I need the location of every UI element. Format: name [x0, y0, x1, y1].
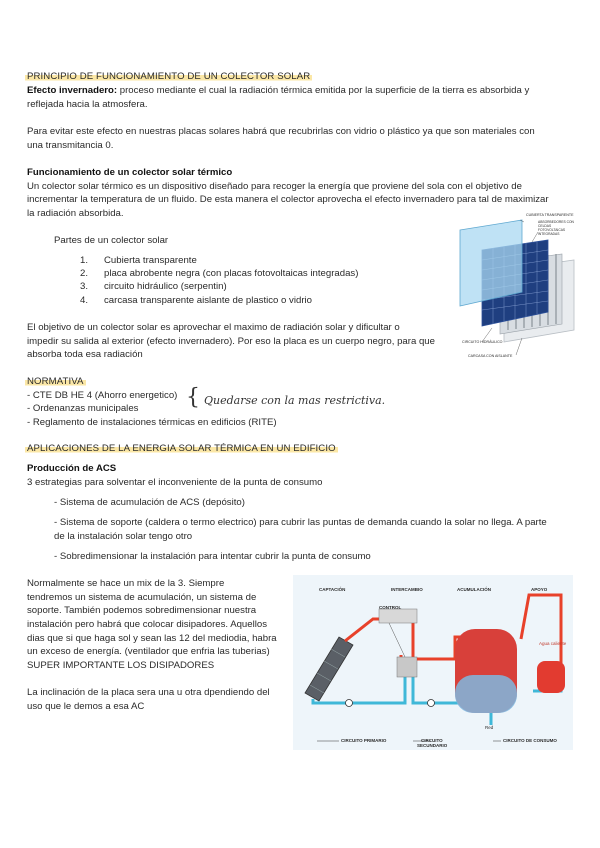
section-heading-normativa: NORMATIVA — [27, 376, 84, 387]
acs-subheading: Producción de ACS — [27, 463, 117, 474]
mix-line-2: tendremos un sistema de acumulación, un sistema de — [27, 592, 257, 603]
mix-line-4: instalación pero habrá que colocar disipadores. Aquellos — [27, 619, 267, 630]
strategies-intro: 3 estrategias para solventar el inconveniente de la punta de consumo — [27, 477, 323, 488]
strategy-1: - Sistema de acumulación de ACS (depósito) — [54, 497, 245, 508]
label-absorber: ABSORBEDORES CON CELDAS FOTOVOLTAICAS INTEGRADAS — [538, 220, 574, 236]
solar-panel-shape — [305, 637, 353, 701]
transparent-cover-shape — [460, 220, 522, 306]
parts-title: Partes de un colector solar — [54, 235, 169, 246]
label-captacion: CAPTACIÓN — [319, 587, 346, 592]
label-circuito-secundario-1: CIRCUITO — [421, 738, 443, 743]
label-apoyo: APOYO — [531, 587, 548, 592]
mix-line-6: un exceso de energía. (ventilador que enfria las tuberias) — [27, 646, 270, 657]
part-item-2 — [80, 267, 358, 281]
part-number: 2. — [80, 268, 89, 279]
func-line1: Un colector solar térmico es un dispositivo diseñado para recoger la energía que proviene del sola con el objetivo de — [27, 181, 522, 192]
mix-line-3: soporte. También podemos sobredimensionar nuestra — [27, 605, 257, 616]
avoid-line2: una transmitancia 0. — [27, 140, 114, 151]
effect-paragraph — [27, 84, 577, 98]
normativa-item-1: - CTE DB HE 4 (Ahorro energetico) — [27, 390, 178, 401]
heat-exchanger-shape — [397, 657, 417, 677]
part-text: placa abrobente negra (con placas fotovoltaicas integradas) — [104, 268, 359, 279]
normativa-item-3: - Reglamento de instalaciones térmicas en edificios (RITE) — [27, 417, 277, 428]
mix-line-1: Normalmente se hace un mix de la 3. Siempre — [27, 578, 225, 589]
acs-diagram — [293, 575, 573, 750]
part-item-4 — [80, 294, 312, 308]
part-number: 4. — [80, 295, 89, 306]
label-intercambio: INTERCAMBIO — [391, 587, 423, 592]
part-text: Cubierta transparente — [104, 255, 197, 266]
label-control: CONTROL — [379, 605, 402, 610]
part-text: circuito hidráulico (serpentin) — [104, 281, 227, 292]
handwritten-note: Quedarse con la mas restrictiva. — [204, 394, 386, 407]
avoid-line1: Para evitar este efecto en nuestras placas solares habrá que recubrirlas con vidrio o plástico ya que son materiales con — [27, 126, 535, 137]
section-heading-aplicaciones: APLICACIONES DE LA ENERGIA SOLAR TÉRMICA EN UN EDIFICIO — [27, 443, 336, 454]
backup-heater-shape — [537, 661, 565, 693]
label-circuit: CIRCUITO HIDRÁULICO — [462, 340, 503, 344]
label-circuito-secundario-2: SECUNDARIO — [417, 743, 448, 748]
mix-line-5: dias que si que haga sol y sean las 12 del mediodia, habra — [27, 633, 277, 644]
func-line3: la radiación absorbida. — [27, 208, 124, 219]
part-number: 3. — [80, 281, 89, 292]
label-red: Red — [485, 725, 494, 730]
func-title: Funcionamiento de un colector solar térmico — [27, 167, 233, 178]
objective-line1: El objetivo de un colector solar es aprovechar el maximo de radiación solar y dificultar o — [27, 322, 400, 333]
label-agua-caliente: Agua caliente — [539, 641, 567, 646]
strategy-3: - Sobredimensionar la instalación para intentar cubrir la punta de consumo — [54, 551, 371, 562]
effect-term: Efecto invernadero: — [27, 85, 118, 96]
collector-figure — [452, 210, 578, 360]
section-heading-principio: PRINCIPIO DE FUNCIONAMIENTO DE UN COLECTOR SOLAR — [27, 71, 311, 82]
pump-icon — [346, 700, 353, 707]
normativa-item-2: - Ordenanzas municipales — [27, 403, 139, 414]
part-item-1 — [80, 254, 197, 268]
inclination-line1: La inclinación de la placa sera una u otra dpendiendo del — [27, 687, 270, 698]
effect-def-line2: reflejada hacia la atmosfera. — [27, 99, 148, 110]
label-cover: CUBIERTA TRANSPARENTE — [526, 213, 574, 217]
handwritten-brace: { — [186, 385, 200, 410]
mix-line-7: SUPER IMPORTANTE LOS DISIPADORES — [27, 660, 215, 671]
part-item-3 — [80, 280, 227, 294]
strategy-2-line2: de la instalación solar tengo otro — [54, 531, 193, 542]
strategy-2-line1: - Sistema de soporte (caldera o termo electrico) para cubrir las puntas de demanda cuando la solar no llega. A parte — [54, 517, 547, 528]
objective-line3: absorba toda esa radiación — [27, 349, 143, 360]
pump-icon — [428, 700, 435, 707]
acs-diagram-svg — [293, 575, 573, 750]
objective-line2: impedir su salida al exterior (efecto invernadero). Por eso la placa es un cuerpo negro, para que — [27, 336, 435, 347]
inclination-line2: uso que le demos a esa AC — [27, 701, 145, 712]
effect-def-line1: proceso mediante el cual la radiación térmica emitida por la superficie de la tierra es absorbida y — [117, 85, 530, 96]
label-circuito-primario: CIRCUITO PRIMARIO — [341, 738, 387, 743]
label-circuito-consumo: CIRCUITO DE CONSUMO — [503, 738, 557, 743]
label-acumulacion: ACUMULACIÓN — [457, 587, 491, 592]
func-line2: incrementar la temperatura de un fluido. De esta manera el colector aprovecha el efecto invernadero para tal de maximizar — [27, 194, 549, 205]
label-casing: CARCASA CON AISLANTE — [468, 354, 513, 358]
control-box-shape — [379, 609, 417, 623]
primary-circuit-cold — [313, 675, 465, 703]
part-text: carcasa transparente aislante de plastico o vidrio — [104, 295, 312, 306]
part-number: 1. — [80, 255, 89, 266]
